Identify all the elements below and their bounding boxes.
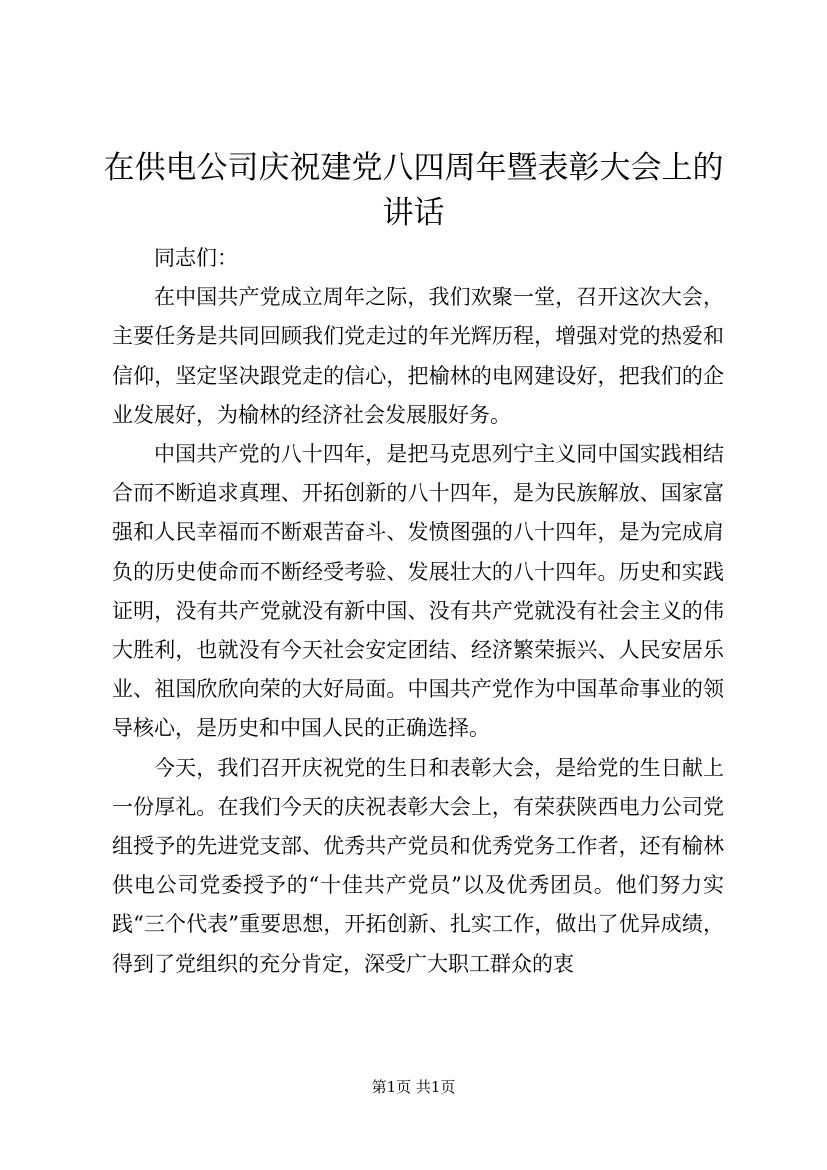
- paragraph-1: 在中国共产党成立周年之际，我们欢聚一堂，召开这次大会，主要任务是共同回顾我们党走过的年光辉历程，增强对党的热爱和信仰，坚定坚决跟党走的信心，把榆林的电网建设好，把我们的企业发展好，为榆林的经济社会发展服好务。: [112, 285, 724, 427]
- salutation: 同志们：: [154, 246, 238, 270]
- paragraph-3: 今天，我们召开庆祝党的生日和表彰大会，是给党的生日献上一份厚礼。在我们今天的庆祝表彰大会上，有荣获陕西电力公司党组授予的先进党支部、优秀共产党员和优秀党务工作者，还有榆林供电公司党委授予的“十佳共产党员”以及优秀团员。他们努力实践“三个代表”重要思想，开拓创新、扎实工作，做出了优异成绩，得到了党组织的充分肯定，深受广大职工群众的衷: [112, 755, 724, 976]
- document-title: 在供电公司庆祝建党八四周年暨表彰大会上的讲话: [103, 150, 724, 231]
- page-footer: 第1页 共1页: [371, 1078, 456, 1096]
- document-body: [112, 239, 724, 984]
- paragraph-2: 中国共产党的八十四年，是把马克思列宁主义同中国实践相结合而不断追求真理、开拓创新的八十四年，是为民族解放、国家富强和人民幸福而不断艰苦奋斗、发愤图强的八十四年，是为完成肩负的历史使命而不断经受考验、发展壮大的八十四年。历史和实践证明，没有共产党就没有新中国、没有共产党就没有社会主义的伟大胜利，也就没有今天社会安定团结、经济繁荣振兴、人民安居乐业、祖国欣欣向荣的大好局面。中国共产党作为中国革命事业的领导核心，是历史和中国人民的正确选择。: [112, 442, 724, 741]
